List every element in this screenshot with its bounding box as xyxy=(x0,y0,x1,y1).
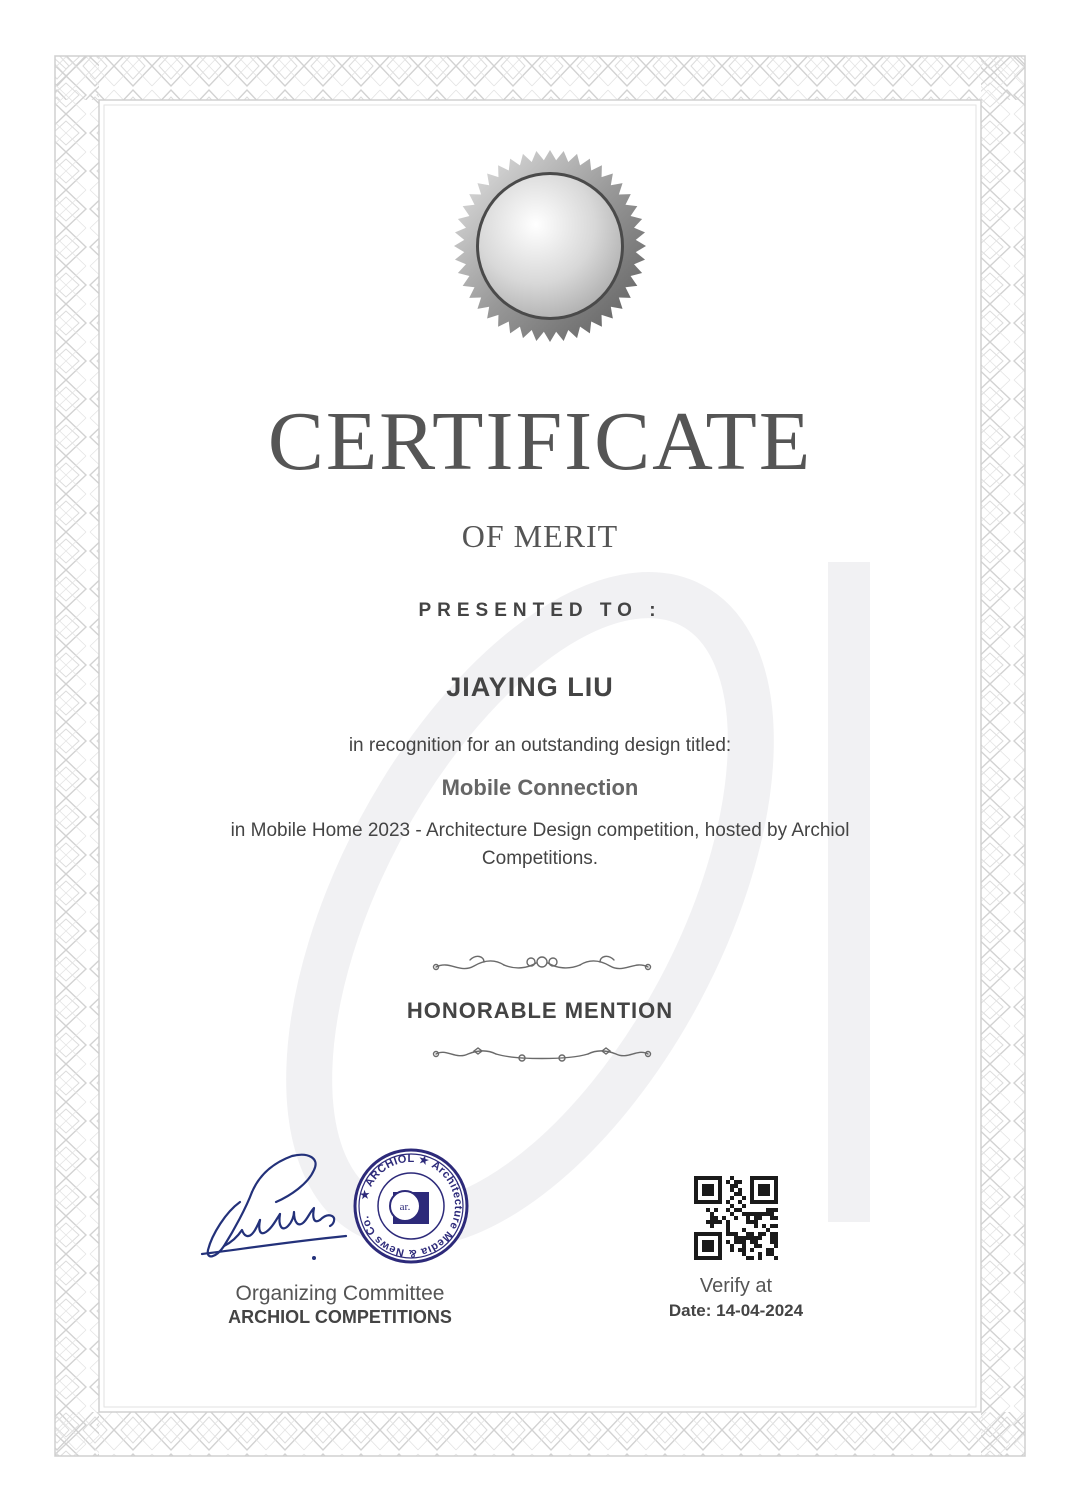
organizing-committee-org: ARCHIOL COMPETITIONS xyxy=(228,1307,452,1327)
archiol-stamp-logo xyxy=(353,1148,469,1264)
ornament-bottom-divider xyxy=(430,1042,654,1068)
organizing-committee-label: Organizing Committee xyxy=(235,1282,445,1305)
issue-date: Date: 14-04-2024 xyxy=(668,1301,804,1320)
competition-text: in Mobile Home 2023 - Architecture Design competition, hosted by Archiol Competitions. xyxy=(230,820,850,869)
silver-seal-icon xyxy=(452,148,648,344)
presented-to-label: PRESENTED TO : xyxy=(418,600,662,621)
recipient-name: JIAYING LIU xyxy=(446,672,614,702)
award-title: HONORABLE MENTION xyxy=(406,998,674,1023)
svg-text:★ ARCHIOL ★ Architecture Media: ★ ARCHIOL ★ Architecture Media & News Co. xyxy=(358,1152,465,1260)
svg-text:ar.: ar. xyxy=(399,1201,411,1213)
verification-qr-code[interactable] xyxy=(694,1176,778,1260)
certificate-title: CERTIFICATE xyxy=(267,395,813,488)
certificate-subtitle: OF MERIT xyxy=(461,518,619,554)
verify-at-label: Verify at xyxy=(699,1275,773,1297)
signature-image xyxy=(196,1150,356,1270)
ornament-top-divider xyxy=(430,950,654,980)
recognition-text: in recognition for an outstanding design titled: xyxy=(348,735,732,756)
design-title: Mobile Connection xyxy=(441,775,639,800)
